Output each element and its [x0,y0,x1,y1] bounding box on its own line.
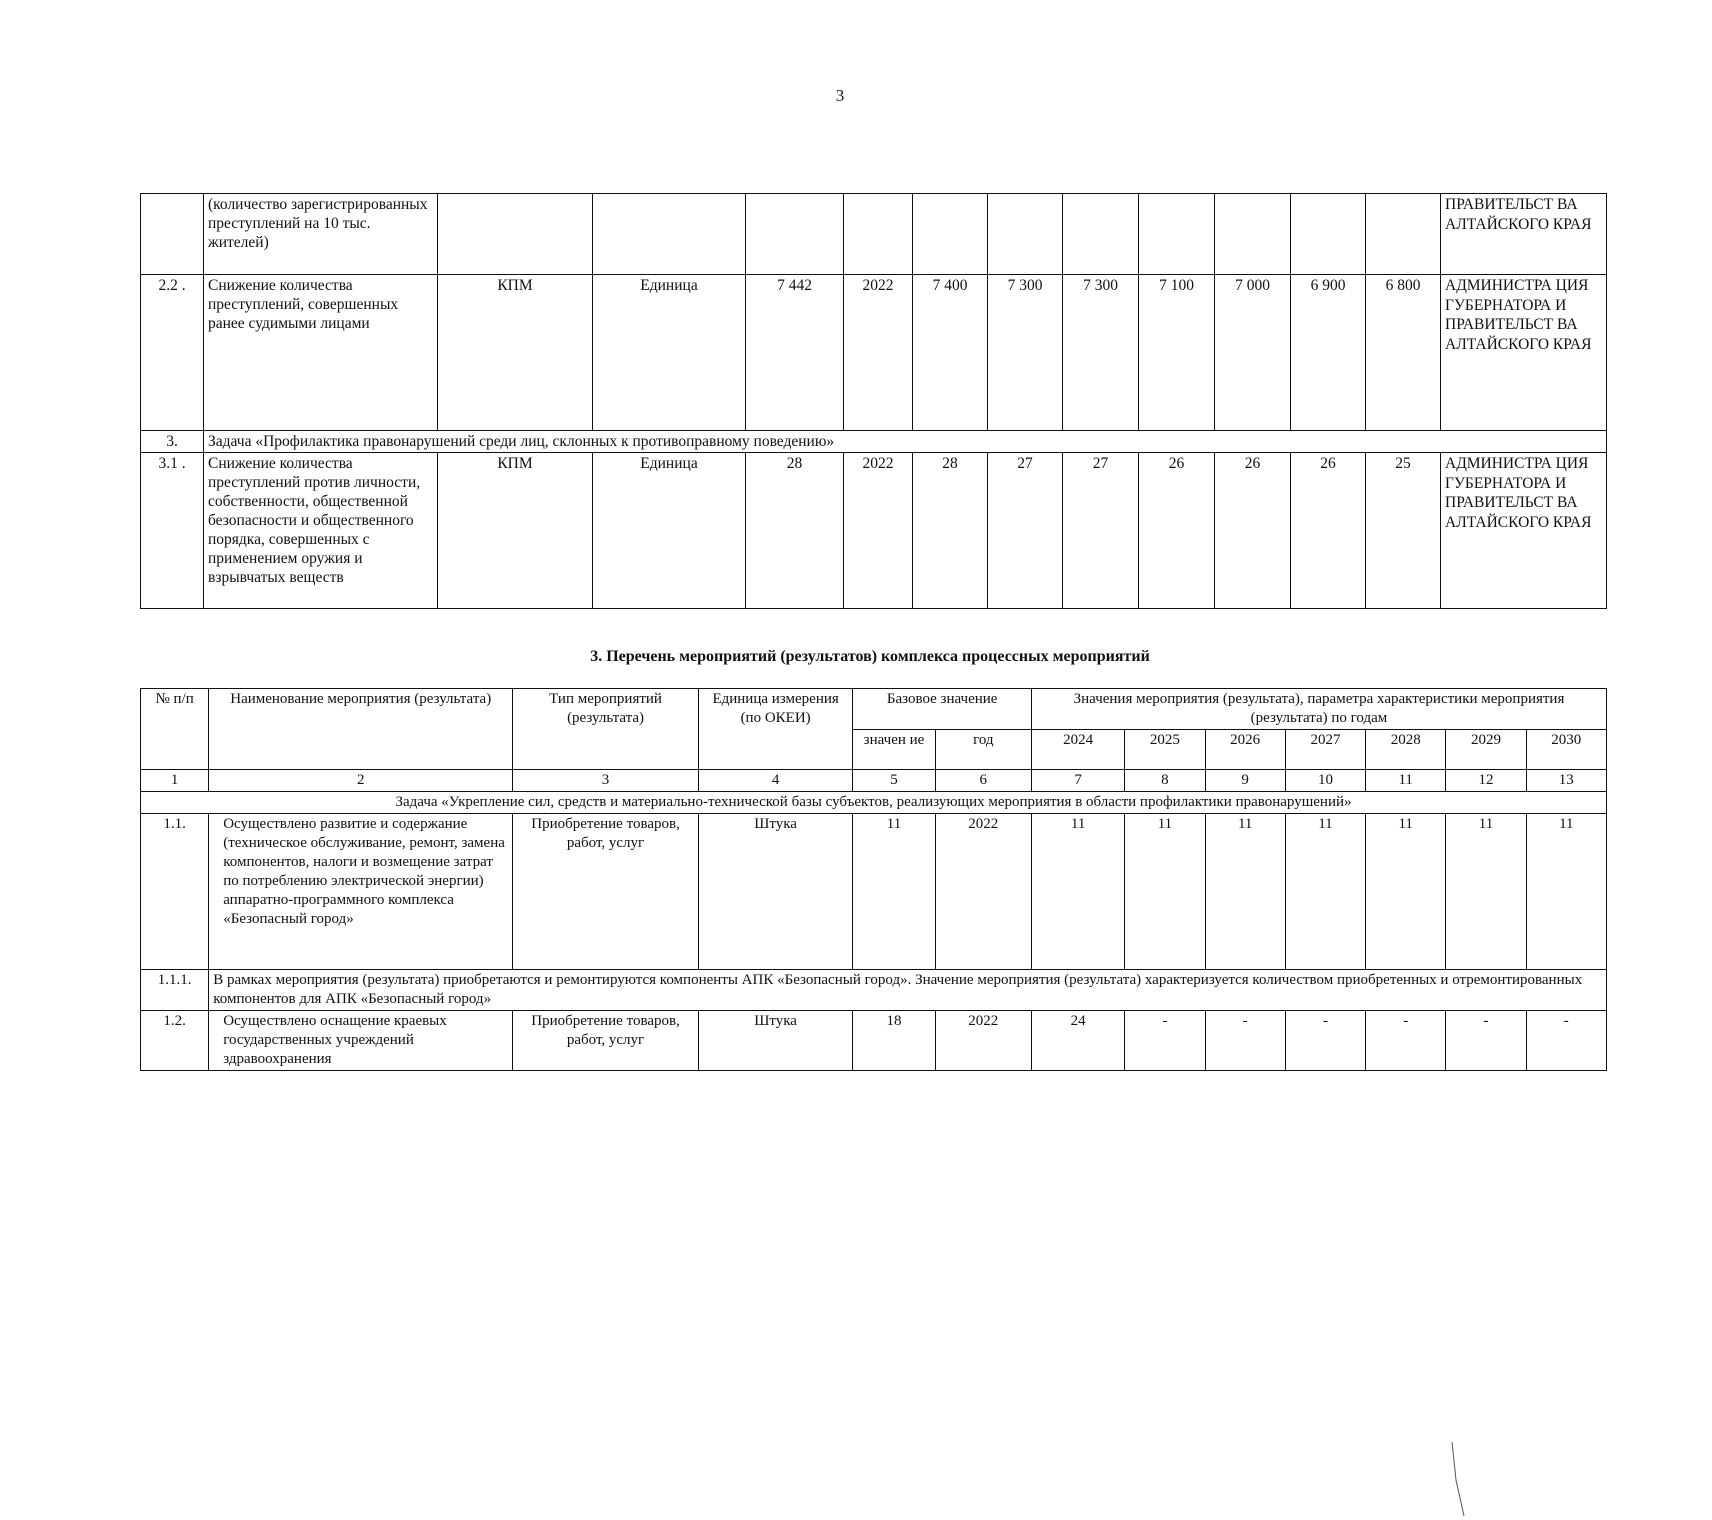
value-2029: 6 900 [1291,275,1366,431]
table-row [141,1011,1607,1071]
value-2029: - [1446,1011,1526,1071]
column-numbers-row [141,770,1607,792]
indicator-unit: Единица [593,275,746,431]
value-2028: 11 [1366,814,1446,970]
value-2029: 26 [1291,453,1366,609]
column-number: 1 [141,770,209,792]
base-year: 2022 [935,1011,1031,1071]
task-title: Задача «Укрепление сил, средств и материально-технической базы субъектов, реализующих мероприятия в области профилактики правонарушений» [141,792,1607,814]
column-number: 9 [1205,770,1285,792]
table-header-row [141,689,1607,730]
header-type: Тип мероприятий (результата) [513,689,699,770]
value-2024: 24 [1031,1011,1124,1071]
indicator-type: КПМ [438,275,593,431]
measure-name: Осуществлено развитие и содержание (техническое обслуживание, ремонт, замена компонентов, налоги и возмещение затрат по потреблению электрической энергии) аппаратно-программного комплекса «Безопасный город» [209,814,513,970]
header-unit: Единица измерения (по ОКЕИ) [698,689,853,770]
measure-unit: Штука [698,814,853,970]
value-2030: - [1526,1011,1606,1071]
column-number: 4 [698,770,853,792]
table-row [141,814,1607,970]
header-year: 2026 [1205,730,1285,770]
indicator-type: КПМ [438,453,593,609]
value-2027: - [1285,1011,1365,1071]
header-values: Значения мероприятия (результата), параметра характеристики мероприятия (результата) по годам [1031,689,1606,730]
header-base-value: значен ие [853,730,935,770]
row-number: 2.2 . [141,275,204,431]
value-2024: 28 [913,453,988,609]
base-value: 11 [853,814,935,970]
value-2028: 26 [1215,453,1291,609]
header-name: Наименование мероприятия (результата) [209,689,513,770]
value-2027: 11 [1285,814,1365,970]
value-2027: 7 100 [1139,275,1215,431]
page-number: 3 [835,86,845,105]
column-number: 10 [1285,770,1365,792]
value-2024: 11 [1031,814,1124,970]
value-2026: 27 [1063,453,1139,609]
value-2026: - [1205,1011,1285,1071]
column-number: 7 [1031,770,1124,792]
header-year: 2028 [1366,730,1446,770]
value-2025: 7 300 [988,275,1063,431]
row-number: 3.1 . [141,453,204,609]
value-2026: 11 [1205,814,1285,970]
base-year: 2022 [844,453,913,609]
header-year: 2029 [1446,730,1526,770]
header-year: 2025 [1125,730,1205,770]
value-2025: 11 [1125,814,1205,970]
table-row [141,453,1607,609]
pen-stroke-mark [1448,1440,1468,1520]
task-row [141,792,1607,814]
measures-table [140,688,1607,1071]
task-row [141,431,1607,453]
task-title: Задача «Профилактика правонарушений среди лиц, склонных к противоправному поведению» [204,431,1607,453]
header-year: 2030 [1526,730,1606,770]
note-row [141,970,1607,1011]
header-num: № п/п [141,689,209,770]
table-row [141,194,1607,275]
header-base: Базовое значение [853,689,1032,730]
column-number: 13 [1526,770,1606,792]
row-number: 1.1. [141,814,209,970]
column-number: 6 [935,770,1031,792]
value-2030: 25 [1366,453,1441,609]
base-year: 2022 [844,275,913,431]
column-number: 11 [1366,770,1446,792]
base-year: 2022 [935,814,1031,970]
section-title: 3. Перечень мероприятий (результатов) комплекса процессных мероприятий [590,648,1150,665]
measure-unit: Штука [698,1011,853,1071]
value-2024: 7 400 [913,275,988,431]
value-2026: 7 300 [1063,275,1139,431]
indicators-table [140,193,1607,609]
column-number: 5 [853,770,935,792]
table-row [141,275,1607,431]
indicator-name: Снижение количества преступлений, совершенных ранее судимыми лицами [204,275,438,431]
measure-name: Осуществлено оснащение краевых государственных учреждений здравоохранения [209,1011,513,1071]
value-2030: 6 800 [1366,275,1441,431]
row-number: 1.2. [141,1011,209,1071]
row-number: 3. [141,431,204,453]
value-2027: 26 [1139,453,1215,609]
value-2030: 11 [1526,814,1606,970]
value-2028: - [1366,1011,1446,1071]
measure-type: Приобретение товаров, работ, услуг [513,814,699,970]
column-number: 8 [1125,770,1205,792]
value-2029: 11 [1446,814,1526,970]
value-2025: 27 [988,453,1063,609]
value-2028: 7 000 [1215,275,1291,431]
column-number: 2 [209,770,513,792]
row-number [141,194,204,275]
column-number: 12 [1446,770,1526,792]
responsible-org: АДМИНИСТРА ЦИЯ ГУБЕРНАТОРА И ПРАВИТЕЛЬСТ ВА АЛТАЙСКОГО КРАЯ [1441,453,1607,609]
indicator-name: (количество зарегистрированных преступлений на 10 тыс. жителей) [204,194,438,275]
row-number: 1.1.1. [141,970,209,1011]
indicator-unit: Единица [593,453,746,609]
base-value: 28 [746,453,844,609]
measure-type: Приобретение товаров, работ, услуг [513,1011,699,1071]
base-value: 7 442 [746,275,844,431]
measure-note: В рамках мероприятия (результата) приобретаются и ремонтируются компоненты АПК «Безопасный город». Значение мероприятия (результата) характеризуется количеством приобретенных и отремонтированных компонентов для АПК «Безопасный город» [209,970,1607,1011]
header-year: 2024 [1031,730,1124,770]
scan-mark [1440,1430,1441,1431]
header-year: 2027 [1285,730,1365,770]
indicator-name: Снижение количества преступлений против личности, собственности, общественной безопасности и общественного порядка, совершенных с применением оружия и взрывчатых веществ [204,453,438,609]
header-base-year: год [935,730,1031,770]
column-number: 3 [513,770,699,792]
base-value: 18 [853,1011,935,1071]
value-2025: - [1125,1011,1205,1071]
responsible-org: ПРАВИТЕЛЬСТ ВА АЛТАЙСКОГО КРАЯ [1441,194,1607,275]
responsible-org: АДМИНИСТРА ЦИЯ ГУБЕРНАТОРА И ПРАВИТЕЛЬСТ ВА АЛТАЙСКОГО КРАЯ [1441,275,1607,431]
